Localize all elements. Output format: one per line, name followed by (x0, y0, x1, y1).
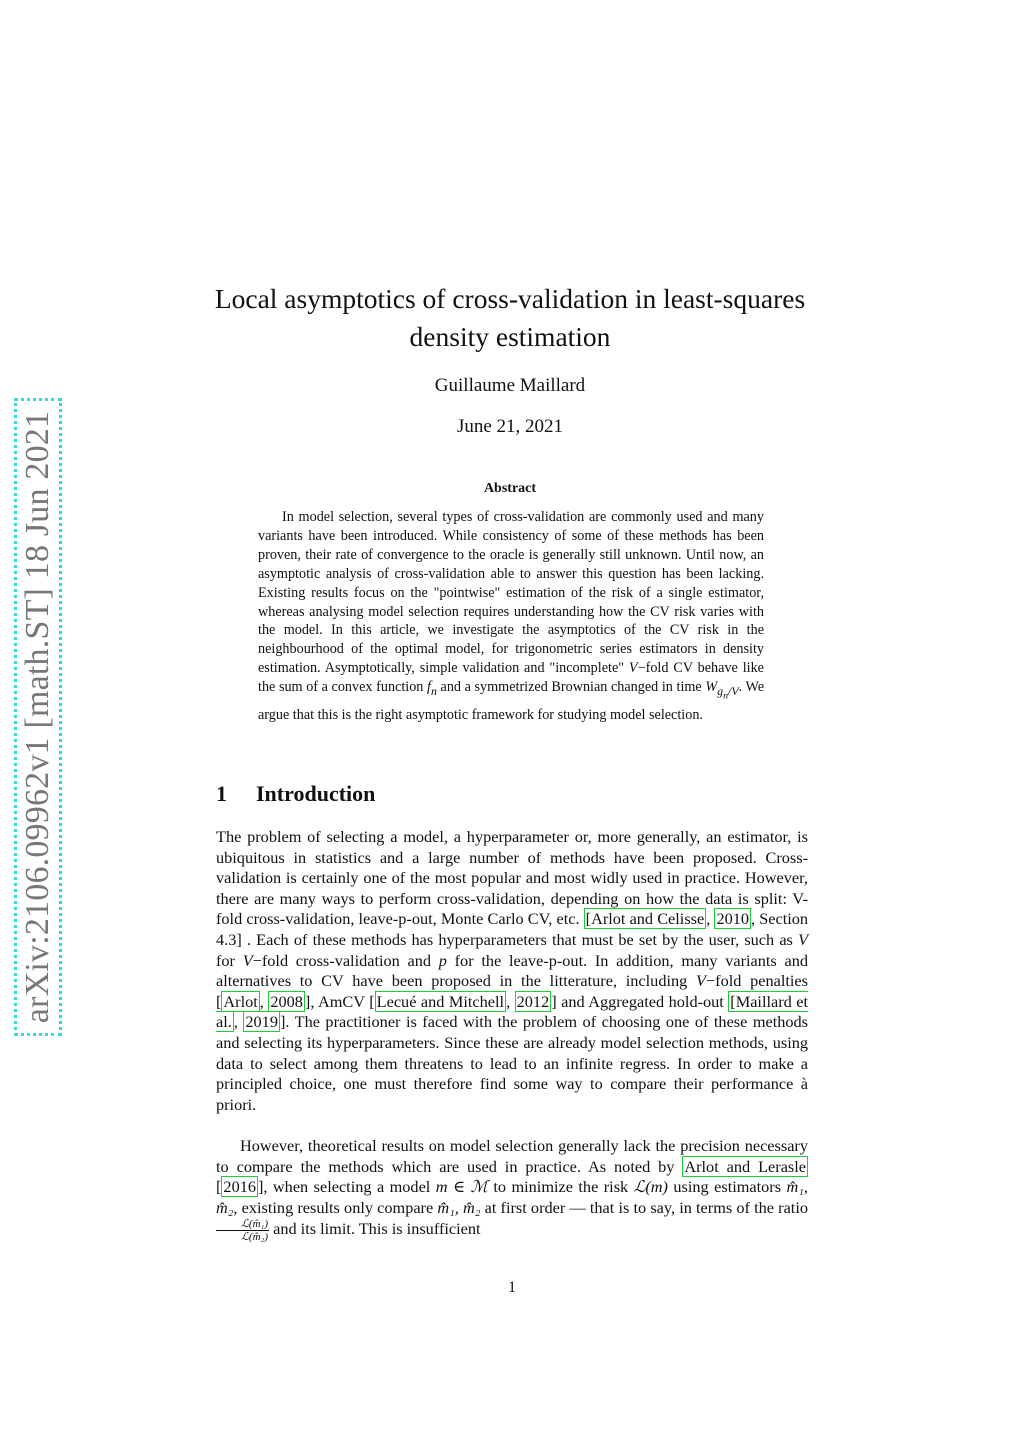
citation-year-2008[interactable]: 2008 (270, 991, 303, 1011)
intro-paragraph-1: The problem of selecting a model, a hyperparameter or, more generally, an estimator, is ubiquitous in statistics and a large number of methods have been proposed. Cross-validation is certainly one of the most popular and most widly used in practice. However, there are many ways to perform cross-validation, depending on how the data is split: V-fold cross-validation, leave-p-out, Monte Carlo CV, etc. [Arlot and Celisse , 2010 , Section 4.3] . Each of these methods has hyperparameters that must be set by the user, such as V for V−fold cross-validation and p for the leave-p-out. In addition, many variants and alternatives to CV have been proposed in the litterature, including V−fold penalties [ Arlot , 2008 ], AmCV [ Lecué and Mitchell , 2012 ] and Aggregated hold-out [Maillard et al. , 2019 ]. The practitioner is faced with the problem of choosing one of these methods and selecting its hyperparameters. Since these are already model selection methods, using data to select among them threatens to lead to an infinite regress. In order to make a principled choice, one must therefore find some way to compare their performance à priori. (216, 827, 809, 1114)
citation-year-2012[interactable]: 2012 (516, 991, 550, 1011)
citation-year-2016[interactable]: 2016 (223, 1177, 256, 1197)
author-name: Guillaume Maillard (434, 375, 586, 396)
abstract-text: In model selection, several types of cross-validation are commonly used and many variants have been introduced. While consistency of some of these methods has been proven, their rate of convergence to the oracle is generally still unknown. Until now, an asymptotic analysis of cross-validation able to answer this question has been lacking. Existing results focus on the "pointwise" estimation of the risk of a single estimator, whereas analysing model selection requires understanding how the CV risk varies with the model. In this article, we investigate the asymptotics of the CV risk in the neighbourhood of the optimal model, for trigonometric series estimators in density estimation. Asymptotically, simple validation and "incomplete" V−fold CV behave like the sum of a convex function $f_n$ and a symmetrized Brownian changed in time $W_{g_n/V}$. We argue that this is the right asymptotic framework for studying model selection. (258, 509, 764, 724)
math-estimators-compare: m̂₁, m̂₂ (437, 1197, 481, 1217)
page-number: 1 (508, 1279, 516, 1296)
citation-year-2010[interactable]: 2010 (716, 909, 749, 929)
section-heading-introduction (216, 781, 375, 807)
arxiv-identifier-stamp[interactable] (14, 398, 62, 1036)
citation-lecue-mitchell-2012[interactable]: Lecué and Mitchell (376, 991, 505, 1011)
citation-year-2019[interactable]: 2019 (245, 1012, 278, 1032)
citation-arlot-celisse-2010[interactable]: [Arlot and Celisse (585, 909, 705, 929)
paper-date: June 21, 2021 (456, 416, 564, 437)
arxiv-identifier-text: arXiv:2106.09962v1 [math.ST] 18 Jun 2021 (19, 410, 56, 1024)
paper-title: Local asymptotics of cross-validation in least-squares density estimation (214, 283, 806, 352)
math-risk-ratio: $\frac{\text{ℒ(m̂₁)}}{\text{ℒ(m̂₂)}}$ (216, 1218, 269, 1243)
citation-maillard-2019[interactable]: [Maillard et al. (216, 991, 809, 1032)
intro-paragraph-2: However, theoretical results on model selection generally lack the precision necessary to compare the methods which are used in practice. As noted by Arlot and Lerasle [ 2016 ], when selecting a model m ∈ ℳ to minimize the risk ℒ(m) using estimators m̂₁, m̂₂, existing results only compare m̂₁, m̂₂ at first order — that is to say, in terms of the ratio $\frac{\text{ℒ(m̂₁)}}{\text{ℒ(m̂₂)}}$ and its limit. This is insufficient (216, 1136, 808, 1244)
citation-arlot-lerasle-2016[interactable]: Arlot and Lerasle (684, 1156, 807, 1176)
section-number: 1 (216, 781, 227, 806)
section-title: Introduction (256, 781, 376, 806)
math-model-set: m ∈ ℳ (435, 1177, 488, 1197)
citation-arlot-2008[interactable]: Arlot (223, 991, 258, 1011)
math-risk: ℒ(m) (633, 1177, 668, 1197)
abstract-heading: Abstract (483, 481, 537, 496)
math-estimators: m̂₁, m̂₂ (216, 1177, 808, 1217)
